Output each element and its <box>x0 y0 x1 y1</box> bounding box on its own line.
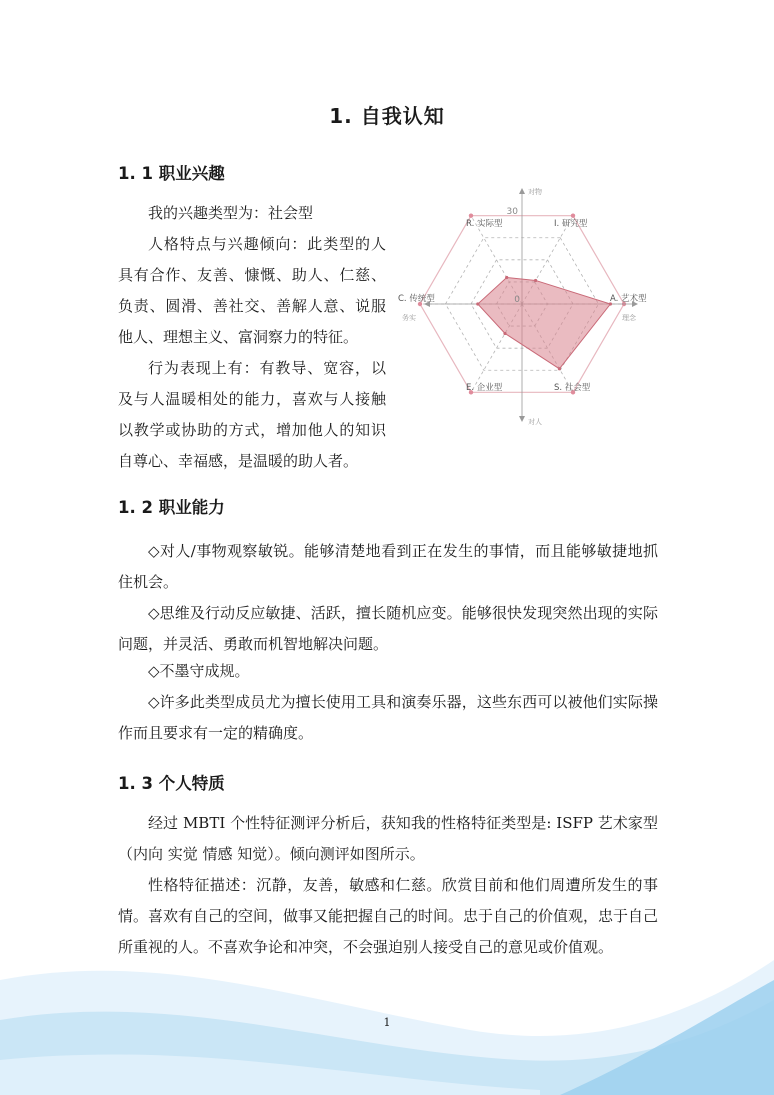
personality-mbti: 经过 MBTI 个性特征测评分析后，获知我的性格特征类型是: ISFP 艺术家型（内向 实觉 情感 知觉）。倾向测评如图所示。 <box>118 814 658 863</box>
interest-type: 我的兴趣类型为：社会型 <box>148 204 314 222</box>
page-number: 1 <box>383 1016 391 1029</box>
radar-data-point <box>503 332 506 335</box>
radar-category-label: I. 研究型 <box>554 219 588 229</box>
radar-data-point <box>505 276 508 279</box>
radar-vertex-dot <box>571 213 575 217</box>
interest-behavior: 行为表现上有：有教导、宽容，以及与人温暖相处的能力，喜欢与人接触以教学或协助的方式，增加他人的知识自尊心、幸福感，是温暖的助人者。 <box>118 359 386 470</box>
interest-radar-chart <box>396 184 656 430</box>
radar-area <box>476 276 612 370</box>
down-arrow-icon <box>519 416 525 422</box>
heading-ability: 1. 2 职业能力 <box>118 498 225 517</box>
radar-tick-label: 30 <box>506 207 518 217</box>
axis-label-right: 理念 <box>622 314 636 322</box>
ability-item: ◇许多此类型成员尤为擅长使用工具和演奏乐器，这些东西可以被他们实际操作而且要求有一定的精确度。 <box>118 693 658 742</box>
radar-category-label: S. 社会型 <box>554 383 591 393</box>
radar-tick-label: 0 <box>514 295 520 305</box>
page-title: 1. 自我认知 <box>329 104 445 128</box>
ability-item: ◇思维及行动反应敏捷、活跃，擅长随机应变。能够很快发现突然出现的实际问题，并灵活、勇敢而机智地解决问题。 <box>118 604 658 653</box>
radar-data-point <box>534 279 537 282</box>
radar-data-point <box>476 302 479 305</box>
axis-label-top: 对物 <box>528 188 542 196</box>
heading-interest: 1. 1 职业兴趣 <box>118 164 225 183</box>
up-arrow-icon <box>519 188 525 194</box>
axis-label-bottom: 对人 <box>528 418 542 426</box>
axis-label-left: 务实 <box>402 314 416 322</box>
ability-item: ◇对人/事物观察敏锐。能够清楚地看到正在发生的事情，而且能够敏捷地抓住机会。 <box>118 542 658 591</box>
radar-category-label: E. 企业型 <box>466 383 503 393</box>
interest-traits: 人格特点与兴趣倾向：此类型的人具有合作、友善、慷慨、助人、仁慈、负责、圆滑、善社交、善解人意、说服他人、理想主义、富洞察力的特征。 <box>118 235 386 346</box>
radar-data-point <box>558 367 561 370</box>
ability-item: ◇不墨守成规。 <box>148 662 250 680</box>
radar-data-area <box>478 277 611 368</box>
radar-vertex-dot <box>469 213 473 217</box>
personality-description: 性格特征描述：沉静，友善，敏感和仁慈。欣赏目前和他们周遭所发生的事情。喜欢有自己的空间，做事又能把握自己的时间。忠于自己的价值观，忠于自己所重视的人。不喜欢争论和冲突，不会强迫别人接受自己的意见或价值观。 <box>118 876 659 956</box>
radar-category-label: R. 实际型 <box>466 219 503 229</box>
radar-category-label: C. 传统型 <box>398 294 435 304</box>
heading-personality: 1. 3 个人特质 <box>118 774 225 793</box>
radar-category-label: A. 艺术型 <box>610 294 647 304</box>
